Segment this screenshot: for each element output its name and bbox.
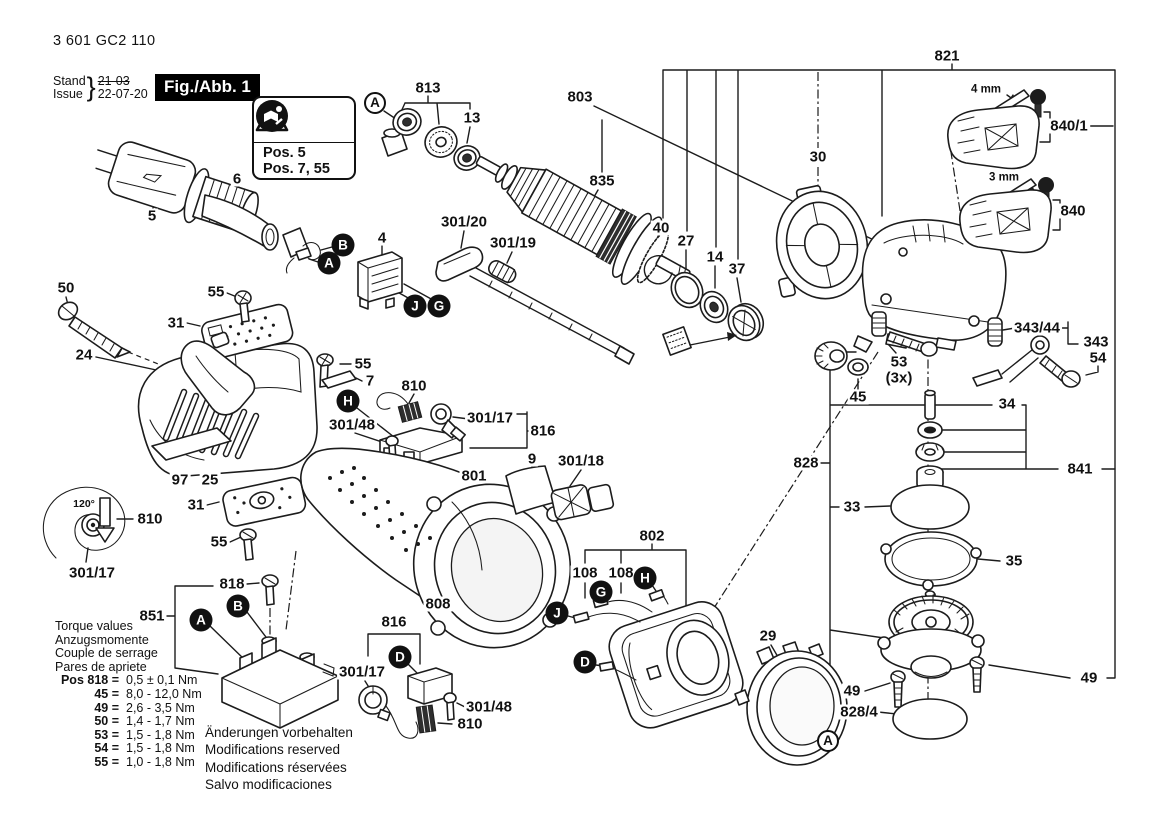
part-label-810c: 810	[457, 715, 483, 733]
callout-letter-H-brush: H	[337, 390, 360, 413]
part-label-301-17c: 301/17	[339, 663, 385, 681]
modification-notes	[205, 724, 353, 794]
part-label-4: 4	[377, 229, 387, 247]
revision-date: 22-07-20	[97, 86, 148, 101]
part-label-301-18: 301/18	[558, 452, 604, 470]
torque-heading-fr: Couple de serrage	[55, 646, 158, 661]
part-label-835: 835	[589, 172, 615, 190]
issue-label: Issue	[53, 86, 83, 101]
part-label-31: 31	[167, 314, 185, 332]
part-bearing-set-mid	[644, 256, 769, 355]
part-label-828-4: 828/4	[840, 703, 878, 721]
part-label-9: 9	[527, 450, 537, 468]
part-label-29: 29	[759, 627, 777, 645]
revision-block	[53, 72, 148, 103]
part-label-301-20: 301/20	[441, 213, 487, 231]
callout-letter-G-stator: G	[590, 581, 613, 604]
part-label-14: 14	[706, 248, 724, 266]
part-label-13: 13	[463, 109, 481, 127]
torque-value: 1,5 - 1,8 Nm	[126, 727, 195, 742]
part-label-53-qty: (3x)	[885, 369, 913, 387]
safety-notice-box	[252, 96, 356, 180]
part-label-803: 803	[567, 88, 593, 106]
torque-row	[55, 715, 202, 729]
part-label-50: 50	[57, 279, 75, 297]
figure-label: Fig./Abb. 1	[155, 74, 260, 101]
torque-heading-es: Pares de apriete	[55, 659, 147, 674]
part-gasket-35	[881, 532, 981, 590]
part-label-30: 30	[809, 148, 827, 166]
torque-pos: 53 =	[94, 727, 119, 742]
part-lever-840	[960, 177, 1054, 252]
torque-row	[55, 674, 202, 688]
part-label-840: 840	[1060, 202, 1086, 220]
part-label-301-17: 301/17	[467, 409, 513, 427]
part-spring-301-19	[486, 258, 518, 284]
torque-row	[55, 688, 202, 702]
part-label-301-48b: 301/48	[466, 698, 512, 716]
part-label-828: 828	[793, 454, 819, 472]
part-label-810: 810	[401, 377, 427, 395]
torque-pos: 45 =	[94, 686, 119, 701]
dim-label-3mm: 3 mm	[988, 171, 1020, 184]
part-armature	[460, 127, 707, 310]
warning-pos-line-2: Pos. 7, 55	[263, 161, 330, 177]
part-label-841: 841	[1067, 460, 1093, 478]
part-label-37: 37	[728, 260, 746, 278]
part-label-53: 53	[890, 353, 908, 371]
part-label-301-48: 301/48	[329, 416, 375, 434]
part-label-802: 802	[639, 527, 665, 545]
note-es: Salvo modificaciones	[205, 777, 332, 793]
part-label-808: 808	[425, 595, 451, 613]
note-de: Änderungen vorbehalten	[205, 725, 353, 740]
part-label-816: 816	[530, 422, 556, 440]
part-label-801: 801	[461, 467, 487, 485]
part-oring-828-4	[893, 699, 967, 739]
callout-letter-A-cable: A	[318, 252, 341, 275]
part-label-816b: 816	[381, 613, 407, 631]
callout-letter-H-stator: H	[634, 567, 657, 590]
part-insert-301-18	[550, 479, 614, 521]
part-stator	[573, 590, 748, 734]
callout-letter-B-housing: B	[227, 595, 250, 618]
part-label-5: 5	[147, 207, 157, 225]
callout-letter-G-switch: G	[428, 295, 451, 318]
part-label-55b: 55	[354, 355, 372, 373]
part-lever-301-20	[436, 247, 634, 364]
part-label-25: 25	[201, 471, 219, 489]
part-insulation-sheet	[506, 466, 556, 514]
note-en: Modifications reserved	[205, 742, 341, 758]
part-label-49b: 49	[1080, 669, 1098, 687]
part-label-97: 97	[171, 471, 189, 489]
torque-value: 1,4 - 1,7 Nm	[126, 714, 195, 729]
torque-pos: 54 =	[94, 741, 119, 756]
callout-letter-J-switch: J	[404, 295, 427, 318]
torque-value: 1,0 - 1,8 Nm	[126, 754, 195, 769]
part-label-6: 6	[232, 170, 242, 188]
part-cord-guard	[202, 195, 320, 273]
callout-letter-B-cable: B	[332, 234, 355, 257]
torque-pos: Pos 818 =	[60, 673, 119, 688]
torque-row	[55, 702, 202, 716]
part-switch-housing	[222, 637, 338, 728]
dim-label-120deg: 120°	[73, 497, 95, 510]
old-revision-date: 21-03	[97, 73, 130, 88]
torque-row	[55, 742, 202, 756]
part-label-45: 45	[849, 388, 867, 406]
part-label-108a: 108	[572, 564, 598, 582]
part-label-54: 54	[1089, 349, 1107, 367]
torque-pos: 55 =	[94, 754, 119, 769]
part-label-55c: 55	[210, 533, 228, 551]
part-label-810b: 810	[137, 510, 163, 528]
part-oring-33	[891, 485, 969, 529]
part-bevel-gear-assembly	[878, 591, 984, 678]
part-switch	[358, 252, 402, 309]
part-label-31b: 31	[187, 496, 205, 514]
part-label-821: 821	[934, 47, 960, 65]
callout-letter-D-brush: D	[389, 646, 412, 669]
part-label-343-44: 343/44	[1014, 319, 1060, 337]
torque-value: 1,5 - 1,8 Nm	[126, 741, 195, 756]
part-label-7: 7	[365, 372, 375, 390]
callout-letter-A-outline-bottom: A	[817, 730, 839, 752]
torque-row	[55, 756, 202, 770]
part-brush-plate-bottom	[221, 476, 307, 528]
part-label-24: 24	[75, 346, 93, 364]
stand-label: Stand	[53, 73, 86, 88]
part-label-343: 343	[1083, 333, 1109, 351]
part-label-813: 813	[415, 79, 441, 97]
part-lever-840-1	[948, 89, 1046, 168]
torque-value: 8,0 - 12,0 Nm	[126, 686, 202, 701]
part-label-34: 34	[998, 395, 1016, 413]
part-label-27: 27	[677, 232, 695, 250]
torque-value: 0,5 ± 0,1 Nm	[126, 673, 198, 688]
torque-pos: 50 =	[94, 714, 119, 729]
part-label-851: 851	[139, 607, 165, 625]
dim-label-4mm: 4 mm	[970, 83, 1002, 96]
part-label-301-17b: 301/17	[69, 564, 115, 582]
part-label-301-19: 301/19	[490, 234, 536, 252]
part-label-55: 55	[207, 283, 225, 301]
revision-brace: }	[86, 72, 96, 102]
part-label-35: 35	[1005, 552, 1023, 570]
callout-letter-A-housing: A	[190, 609, 213, 632]
torque-pos: 49 =	[94, 700, 119, 715]
part-label-49a: 49	[843, 682, 861, 700]
torque-heading-en: Torque values	[55, 619, 133, 633]
torque-value: 2,6 - 3,5 Nm	[126, 700, 195, 715]
part-label-818: 818	[219, 575, 245, 593]
note-fr: Modifications réservées	[205, 759, 347, 775]
callout-letter-J-stator: J	[546, 602, 569, 625]
part-gear-flange	[761, 178, 877, 308]
torque-table	[55, 620, 202, 770]
torque-heading-de: Anzugsmomente	[55, 632, 149, 647]
part-label-108b: 108	[608, 564, 634, 582]
part-label-840-1: 840/1	[1050, 117, 1088, 135]
torque-row	[55, 729, 202, 743]
part-label-33: 33	[843, 498, 861, 516]
part-label-40: 40	[652, 219, 670, 237]
callout-letter-D-stator: D	[574, 651, 597, 674]
document-part-number: 3 601 GC2 110	[53, 33, 156, 49]
warning-pos-line-1: Pos. 5	[263, 145, 306, 161]
callout-letter-A-outline-top: A	[364, 92, 386, 114]
